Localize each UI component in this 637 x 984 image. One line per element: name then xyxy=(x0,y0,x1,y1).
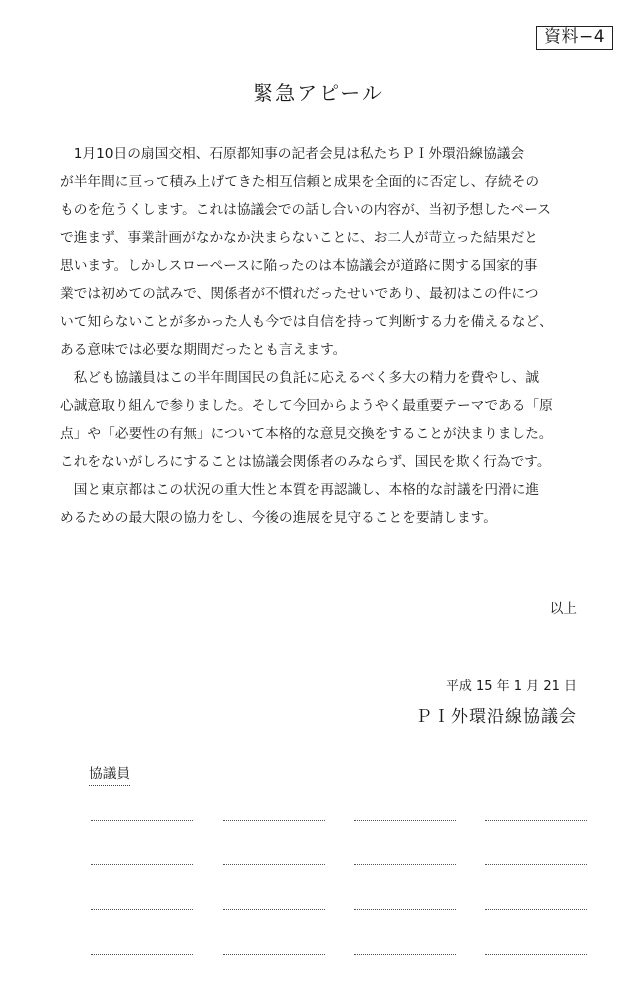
body-line: めるための最大限の協力をし、今後の進展を見守ることを要請します。 xyxy=(60,510,497,526)
signature-line xyxy=(223,954,325,955)
signature-line xyxy=(354,820,456,821)
page-title: 緊急アピール xyxy=(253,81,384,105)
members-label: 協議員 xyxy=(89,763,130,786)
signature-line xyxy=(485,909,587,910)
organization-name: ＰＩ外環沿線協議会 xyxy=(415,707,577,727)
signature-line xyxy=(485,954,587,955)
appeal-body xyxy=(60,140,590,532)
closing-mark: 以上 xyxy=(549,601,577,617)
body-line: 業では初めての試みで、関係者が不慣れだったせいであり、最初はこの件につ xyxy=(60,286,539,302)
signature-line xyxy=(223,864,325,865)
body-line: で進まず、事業計画がなかなか決まらないことに、お二人が苛立った結果だと xyxy=(60,230,538,246)
signature-line xyxy=(223,909,325,910)
body-line: 思います。しかしスローペースに陥ったのは本協議会が道路に関する国家的事 xyxy=(60,258,538,274)
signature-line xyxy=(91,909,193,910)
signature-line xyxy=(485,820,587,821)
body-line: これをないがしろにすることは協議会関係者のみならず、国民を欺く行為です。 xyxy=(60,454,551,470)
body-line: 国と東京都はこの状況の重大性と本質を再認識し、本格的な討議を円滑に進 xyxy=(60,482,540,498)
body-line: いて知らないことが多かった人も今では自信を持って判断する力を備えるなど、 xyxy=(60,314,553,330)
signature-line xyxy=(91,864,193,865)
signature-line xyxy=(354,909,456,910)
body-line: 点」や「必要性の有無」について本格的な意見交換をすることが決まりました。 xyxy=(60,426,553,442)
body-line: 心誠意取り組んで参りました。そして今回からようやく最重要テーマである「原 xyxy=(60,398,553,414)
signature-line xyxy=(91,820,193,821)
document-date: 平成 15 年 1 月 21 日 xyxy=(445,679,577,694)
signature-line xyxy=(485,864,587,865)
body-line: 私ども協議員はこの半年間国民の負託に応えるべく多大の精力を費やし、誠 xyxy=(60,370,540,386)
signature-line xyxy=(354,954,456,955)
body-line: 1月10日の扇国交相、石原都知事の記者会見は私たちＰＩ外環沿線協議会 xyxy=(60,146,525,162)
body-line: ある意味では必要な期間だったとも言えます。 xyxy=(60,342,347,358)
signature-line xyxy=(223,820,325,821)
body-line: が半年間に亘って積み上げてきた相互信頼と成果を全面的に否定し、存続その xyxy=(60,174,540,190)
signature-line xyxy=(91,954,193,955)
body-line: ものを危うくします。これは協議会での話し合いの内容が、当初予想したペース xyxy=(60,202,551,218)
document-label: 資料−4 xyxy=(536,26,613,50)
signature-line xyxy=(354,864,456,865)
